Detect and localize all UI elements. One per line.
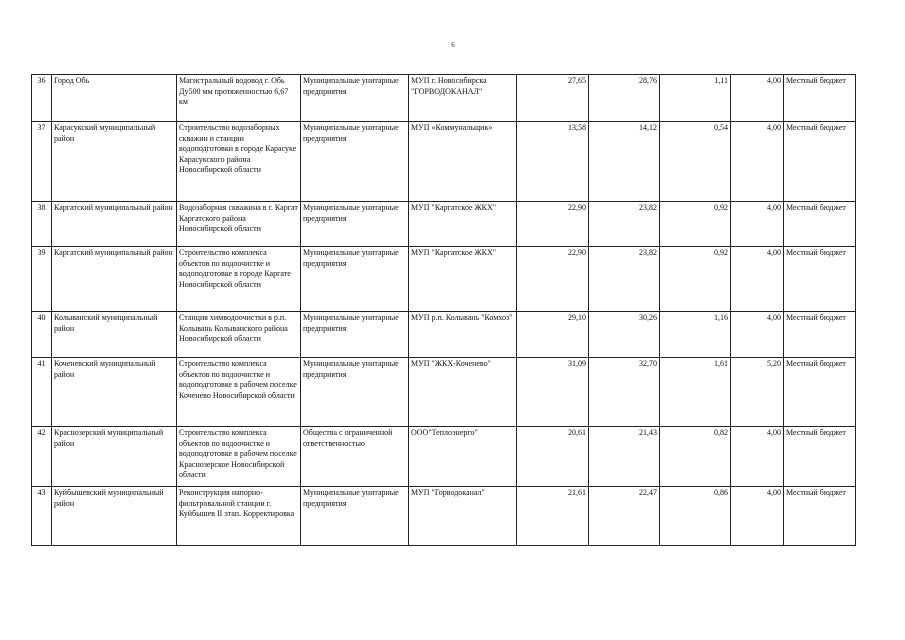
value-1-cell: 22,90 xyxy=(517,247,589,312)
org-form-cell: Муниципальные унитарные предприятия xyxy=(301,122,409,202)
value-2-cell: 32,70 xyxy=(589,358,660,427)
value-3-cell: 0,54 xyxy=(660,122,731,202)
table-row xyxy=(32,487,856,546)
org-form-cell: Муниципальные унитарные предприятия xyxy=(301,312,409,358)
territory-cell: Каргатский муниципальный район xyxy=(52,202,177,247)
investment-program-table xyxy=(31,74,856,546)
value-2-cell: 30,26 xyxy=(589,312,660,358)
table-row xyxy=(32,122,856,202)
org-form-cell: Муниципальные унитарные предприятия xyxy=(301,358,409,427)
value-1-cell: 27,65 xyxy=(517,75,589,122)
row-number: 38 xyxy=(32,202,52,247)
object-cell: Строительство водозаборных скважин и станции водоподготовки в городе Карасуке Карасукского района Новосибирской области xyxy=(177,122,301,202)
table-row xyxy=(32,427,856,487)
value-2-cell: 23,82 xyxy=(589,247,660,312)
row-number: 36 xyxy=(32,75,52,122)
row-number: 41 xyxy=(32,358,52,427)
value-2-cell: 22,47 xyxy=(589,487,660,546)
value-2-cell: 14,12 xyxy=(589,122,660,202)
value-3-cell: 0,86 xyxy=(660,487,731,546)
value-4-cell: 5,20 xyxy=(731,358,784,427)
object-cell: Реконструкция напорно-фильтровальной станции г. Куйбышев II этап. Корректировка xyxy=(177,487,301,546)
org-form-cell: Муниципальные унитарные предприятия xyxy=(301,202,409,247)
value-4-cell: 4,00 xyxy=(731,487,784,546)
funding-source-cell: Местный бюджет xyxy=(784,202,856,247)
table-row xyxy=(32,75,856,122)
organization-cell: МУП «Коммунальщик» xyxy=(409,122,517,202)
value-2-cell: 21,43 xyxy=(589,427,660,487)
object-cell: Строительство комплекса объектов по водоочистке и водоподготовке в рабочем поселке Коченево Новосибирской области xyxy=(177,358,301,427)
row-number: 39 xyxy=(32,247,52,312)
funding-source-cell: Местный бюджет xyxy=(784,358,856,427)
organization-cell: МУП г. Новосибирска "ГОРВОДОКАНАЛ" xyxy=(409,75,517,122)
value-2-cell: 28,76 xyxy=(589,75,660,122)
territory-cell: Карасукский муниципальный район xyxy=(52,122,177,202)
value-3-cell: 1,11 xyxy=(660,75,731,122)
organization-cell: МУП р.п. Колывань "Комхоз" xyxy=(409,312,517,358)
object-cell: Строительство комплекса объектов по водоочистке и водоподготовке в городе Каргате Новосибирской области xyxy=(177,247,301,312)
funding-source-cell: Местный бюджет xyxy=(784,487,856,546)
organization-cell: МУП "Горводоканал" xyxy=(409,487,517,546)
funding-source-cell: Местный бюджет xyxy=(784,312,856,358)
organization-cell: МУП "Каргатское ЖКХ" xyxy=(409,247,517,312)
organization-cell: ООО"Теплоэнерго" xyxy=(409,427,517,487)
value-4-cell: 4,00 xyxy=(731,247,784,312)
territory-cell: Куйбышевский муниципальный район xyxy=(52,487,177,546)
object-cell: Станция химводоочистки в р.п. Колывань Колыванского района Новосибирской области xyxy=(177,312,301,358)
org-form-cell: Общества с ограниченной ответственностью xyxy=(301,427,409,487)
territory-cell: Каргатский муниципальный район xyxy=(52,247,177,312)
value-1-cell: 29,10 xyxy=(517,312,589,358)
value-4-cell: 4,00 xyxy=(731,122,784,202)
value-1-cell: 20,61 xyxy=(517,427,589,487)
value-4-cell: 4,00 xyxy=(731,75,784,122)
value-3-cell: 0,92 xyxy=(660,247,731,312)
funding-source-cell: Местный бюджет xyxy=(784,247,856,312)
organization-cell: МУП "Каргатское ЖКХ" xyxy=(409,202,517,247)
table-row xyxy=(32,202,856,247)
page-number: 6 xyxy=(451,41,455,49)
org-form-cell: Муниципальные унитарные предприятия xyxy=(301,75,409,122)
row-number: 42 xyxy=(32,427,52,487)
value-1-cell: 21,61 xyxy=(517,487,589,546)
value-3-cell: 1,16 xyxy=(660,312,731,358)
table-row xyxy=(32,247,856,312)
value-2-cell: 23,82 xyxy=(589,202,660,247)
org-form-cell: Муниципальные унитарные предприятия xyxy=(301,247,409,312)
value-1-cell: 13,58 xyxy=(517,122,589,202)
value-3-cell: 0,82 xyxy=(660,427,731,487)
table-row xyxy=(32,312,856,358)
row-number: 40 xyxy=(32,312,52,358)
funding-source-cell: Местный бюджет xyxy=(784,427,856,487)
territory-cell: Колыванский муниципальный район xyxy=(52,312,177,358)
territory-cell: Коченевский муниципальный район xyxy=(52,358,177,427)
value-4-cell: 4,00 xyxy=(731,202,784,247)
organization-cell: МУП "ЖКХ-Коченево" xyxy=(409,358,517,427)
territory-cell: Краснозерский муниципальный район xyxy=(52,427,177,487)
value-4-cell: 4,00 xyxy=(731,312,784,358)
row-number: 37 xyxy=(32,122,52,202)
object-cell: Водозаборная скважина в г. Каргат Каргатского района Новосибирской области xyxy=(177,202,301,247)
object-cell: Строительство комплекса объектов по водоочистке и водоподготовке в рабочем поселке Краснозерское Новосибирской области xyxy=(177,427,301,487)
value-1-cell: 31,09 xyxy=(517,358,589,427)
row-number: 43 xyxy=(32,487,52,546)
funding-source-cell: Местный бюджет xyxy=(784,122,856,202)
value-3-cell: 1,61 xyxy=(660,358,731,427)
funding-source-cell: Местный бюджет xyxy=(784,75,856,122)
object-cell: Магистральный водовод г. Обь Ду500 мм протяженностью 6,67 км xyxy=(177,75,301,122)
org-form-cell: Муниципальные унитарные предприятия xyxy=(301,487,409,546)
value-1-cell: 22,90 xyxy=(517,202,589,247)
value-4-cell: 4,00 xyxy=(731,427,784,487)
territory-cell: Город Обь xyxy=(52,75,177,122)
value-3-cell: 0,92 xyxy=(660,202,731,247)
table-row xyxy=(32,358,856,427)
